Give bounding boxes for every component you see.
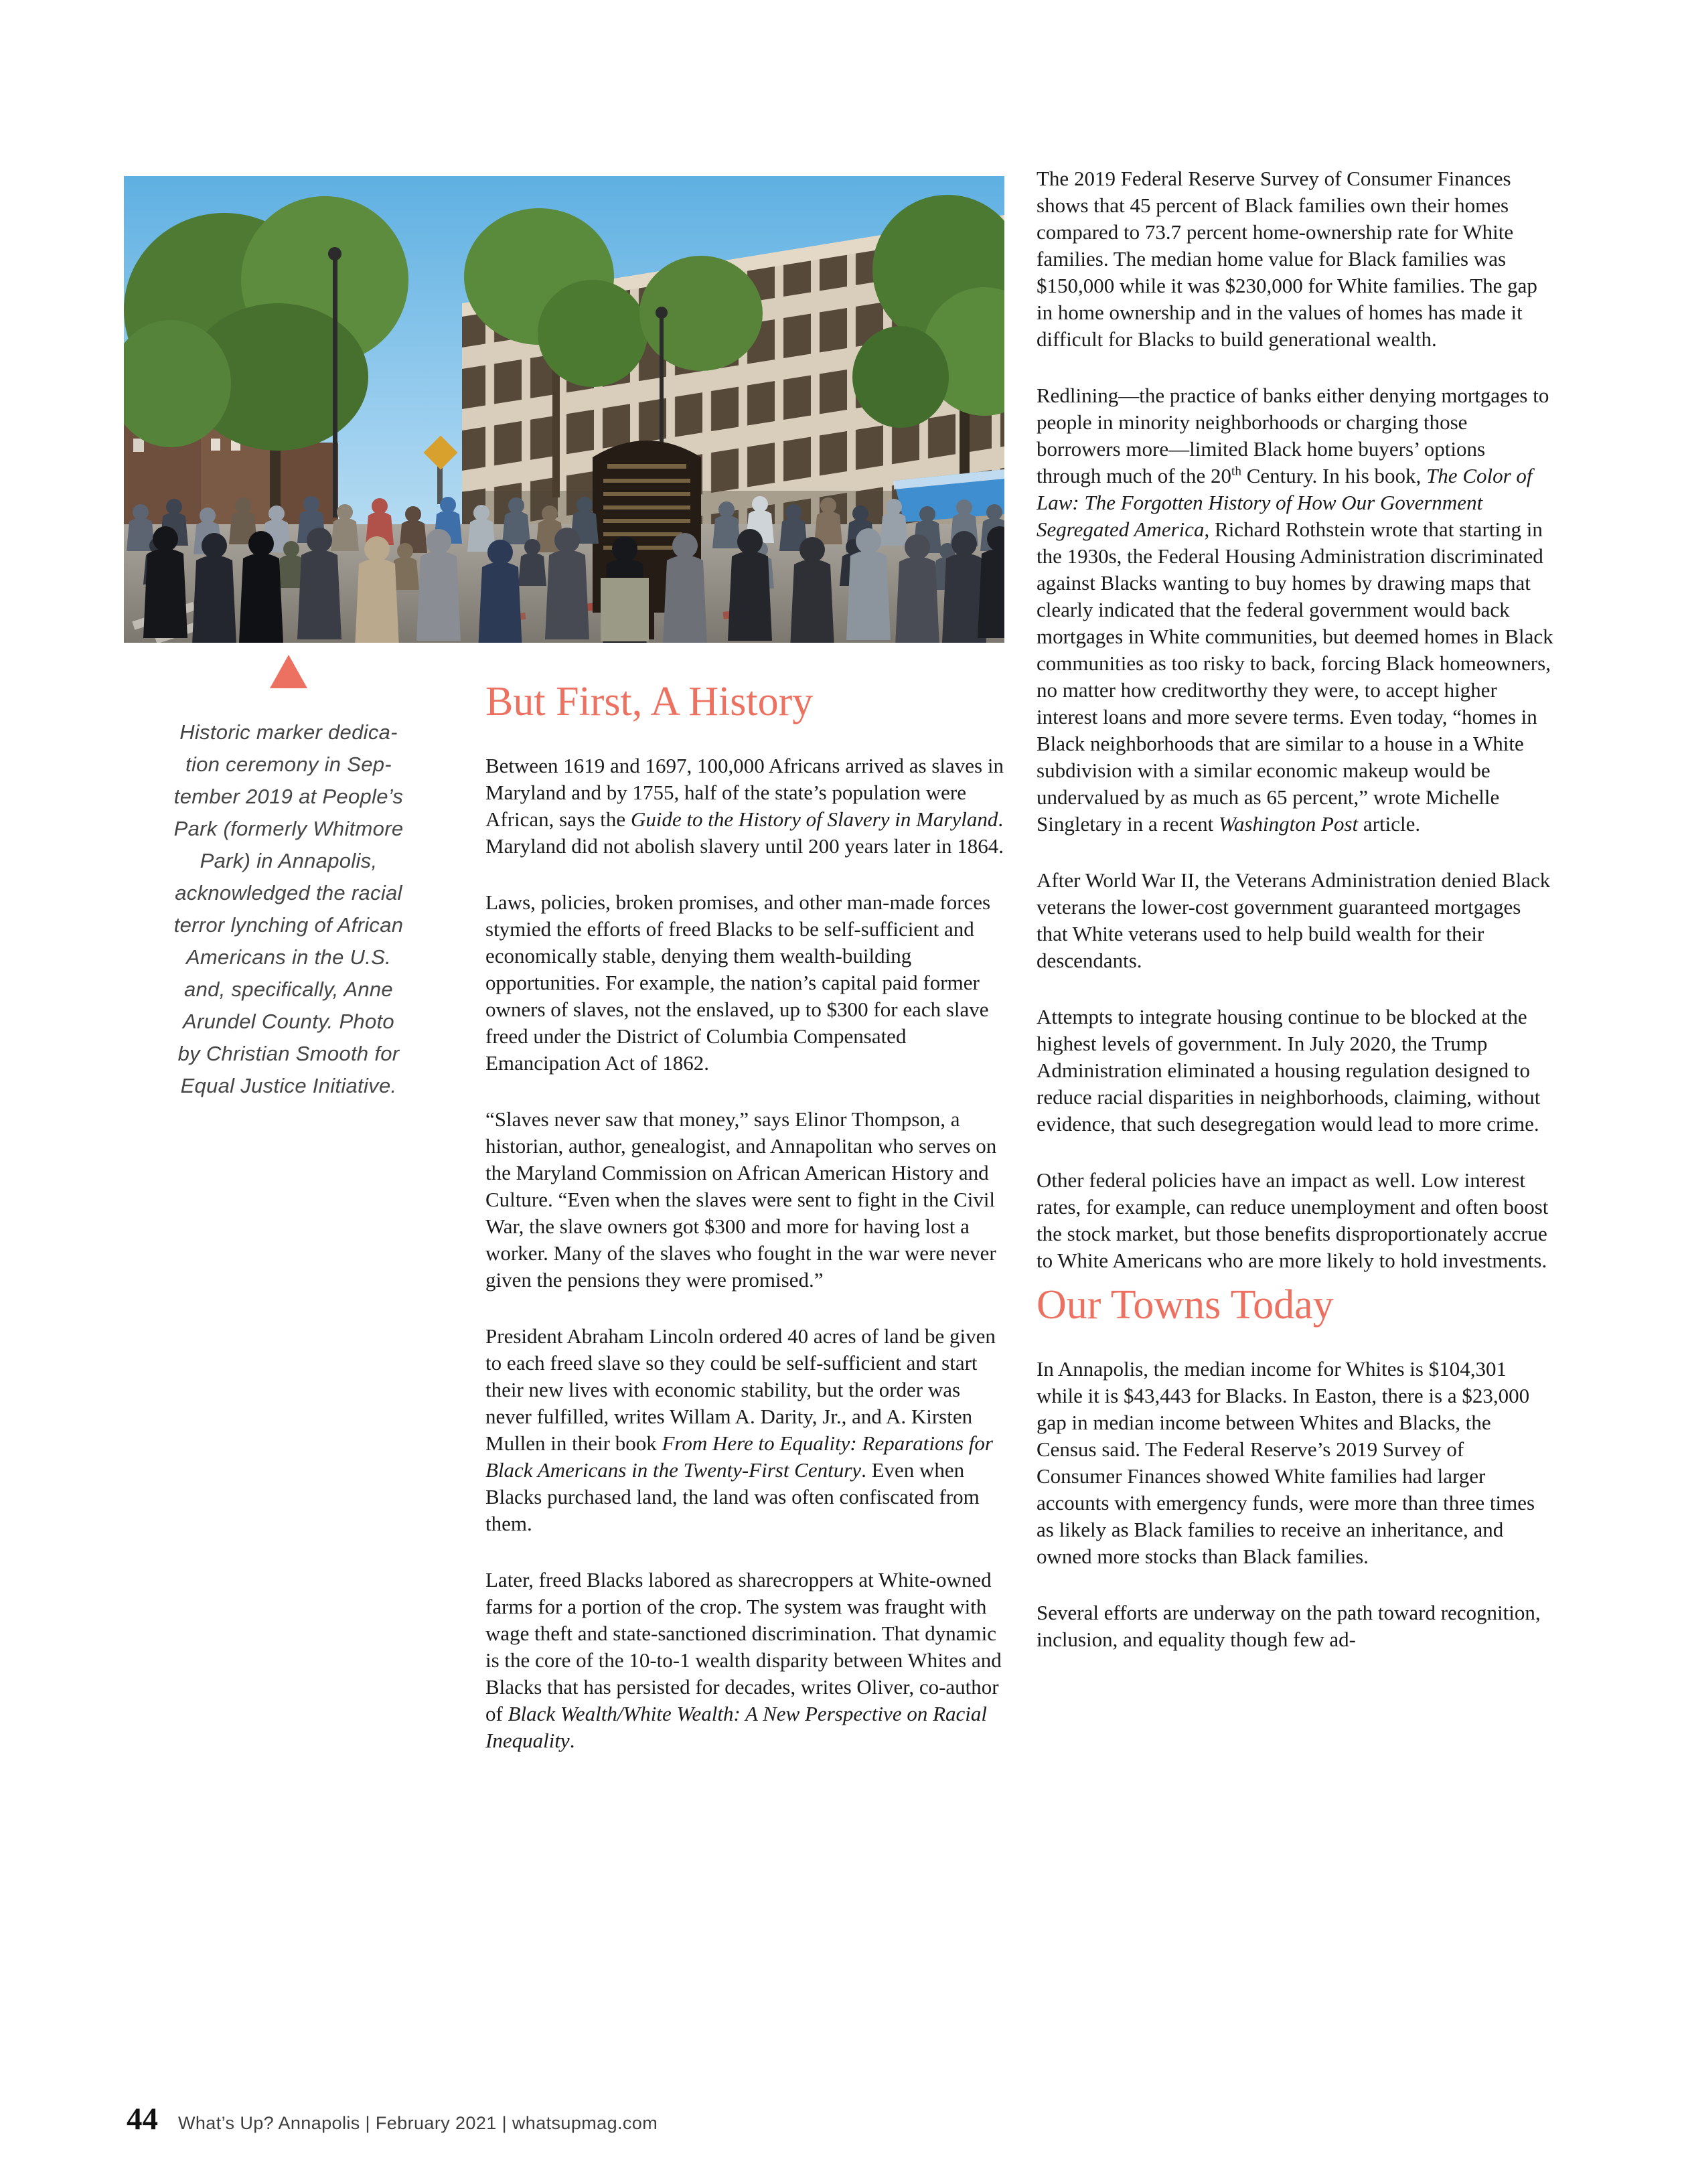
photo-illustration (124, 176, 1004, 643)
page-number: 44 (127, 2102, 158, 2136)
triangle-up-icon (270, 655, 307, 688)
section-heading-towns: Our Towns Today (1037, 1282, 1334, 1328)
section-heading-history: But First, A History (485, 679, 814, 724)
body-paragraph: Attempts to integrate housing continue to be blocked at the highest levels of government. In July 2020, the Trump Administration eliminated a housing regulation designed to reduce racial disparities in neighborhoods, claiming, without evidence, that such desegregation would lead to more crime. (1037, 1005, 1541, 1136)
body-paragraph: Later, freed Blacks labored as sharecroppers at White-owned farms for a portion of the crop. The system was fraught with wage theft and state-sanctioned discrimination. That dynamic is the core of the 10-to-1 wealth disparity between Whites and Blacks that has persisted for decades, writes Oliver, co-author of Black Wealth/White Wealth: A New Perspective on Racial Inequality. (485, 1568, 1002, 1752)
body-paragraph: Redlining—the practice of banks either denying mortgages to people in minority neighborhoods or charging those borrowers more—limited Black home buyers’ options through much of the 20th Century. In his book, The Color of Law: The Forgotten History of How Our Government Segregated America, Richard Rothstein wrote that starting in the 1930s, the Federal Housing Administration discriminated against Blacks wanting to buy homes by drawing maps that clearly indicated that the federal government would back mortgages in White communities, but deemed homes in Black communities as too risky to back, forcing Black homeowners, no matter how creditworthy they were, to accept higher interest loans and more severe terms. Even today, “homes in Black neighborhoods that are similar to a house in a White subdivision with a similar economic makeup would be undervalued by as much as 65 percent,” wrote Michelle Singletary in a recent Washington Post article. (1037, 384, 1553, 836)
page-footer (127, 2101, 658, 2137)
photo-caption-text: Historic marker dedica- tion ceremony in Sep- tember 2019 at People’s Park (formerly Whitmore Park) in Annapolis, acknowledged the racial terror lynching of African Americans in the U.S. and, specifically, Anne Arundel County. Photo by Christian Smooth for Equal Justice Initiative. (173, 720, 404, 1097)
body-paragraph: “Slaves never saw that money,” says Elinor Thompson, a historian, author, genealogist, and Annapolitan who serves on the Maryland Commission on African American History and Culture. “Even when the slaves were sent to fight in the Civil War, the slave owners got $300 and more for having lost a worker. Many of the slaves who fought in the war were never given the pensions they were promised.” (485, 1107, 997, 1292)
body-paragraph: After World War II, the Veterans Administration denied Black veterans the lower-cost government guaranteed mortgages that White veterans used to help build wealth for their descendants. (1037, 868, 1551, 972)
body-paragraph: In Annapolis, the median income for Whites is $104,301 while it is $43,443 for Blacks. In Easton, there is a $23,000 gap in median income between Whites and Blacks, the Census said. The Federal Reserve’s 2019 Survey of Consumer Finances showed White families had larger accounts with emergency funds, were more than three times as likely as Black families to receive an inheritance, and owned more stocks than Black families. (1037, 1357, 1535, 1568)
body-paragraph: Several efforts are underway on the path toward recognition, inclusion, and equality though few ad- (1037, 1601, 1541, 1651)
towns-paragraphs (1037, 1356, 1553, 1653)
publication-info: What’s Up? Annapolis | February 2021 | whatsupmag.com (178, 2113, 658, 2133)
article-photo (124, 176, 1004, 643)
history-section (485, 678, 1004, 1754)
body-paragraph: Laws, policies, broken promises, and other man-made forces stymied the efforts of freed Blacks to be self-sufficient and economically stable, denying them wealth-building opportunities. For example, the nation’s capital paid former owners of slaves, not the enslaved, up to $300 for each slave freed under the District of Columbia Compensated Emancipation Act of 1862. (485, 890, 991, 1075)
photo-caption (124, 655, 453, 1102)
crowd-foreground (143, 526, 1004, 643)
intro-paragraphs (1037, 165, 1553, 1274)
body-paragraph: Between 1619 and 1697, 100,000 Africans arrived as slaves in Maryland and by 1755, half of the state’s population were African, says the Guide to the History of Slavery in Maryland. Maryland did not abolish slavery until 200 years later in 1864. (485, 754, 1004, 858)
history-paragraphs (485, 753, 1004, 1754)
body-paragraph: The 2019 Federal Reserve Survey of Consumer Finances shows that 45 percent of Black families own their homes compared to 73.7 percent home-ownership rate for White families. The median home value for Black families was $150,000 while it was $230,000 for White families. The gap in home ownership and in the values of homes has made it difficult for Blacks to build generational wealth. (1037, 167, 1537, 351)
body-paragraph: President Abraham Lincoln ordered 40 acres of land be given to each freed slave so they could be self-sufficient and start their new lives with economic stability, but the order was never fulfilled, writes Willam A. Darity, Jr., and A. Kirsten Mullen in their book From Here to Equality: Reparations for Black Americans in the Twenty-First Century. Even when Blacks purchased land, the land was often confiscated from them. (485, 1324, 996, 1535)
body-paragraph: Other federal policies have an impact as well. Low interest rates, for example, can reduce unemployment and often boost the stock market, but those benefits disproportionately accrue to White Americans who are more likely to hold investments. (1037, 1168, 1549, 1272)
plaid-skirt (601, 578, 649, 641)
right-column (1037, 165, 1553, 1653)
